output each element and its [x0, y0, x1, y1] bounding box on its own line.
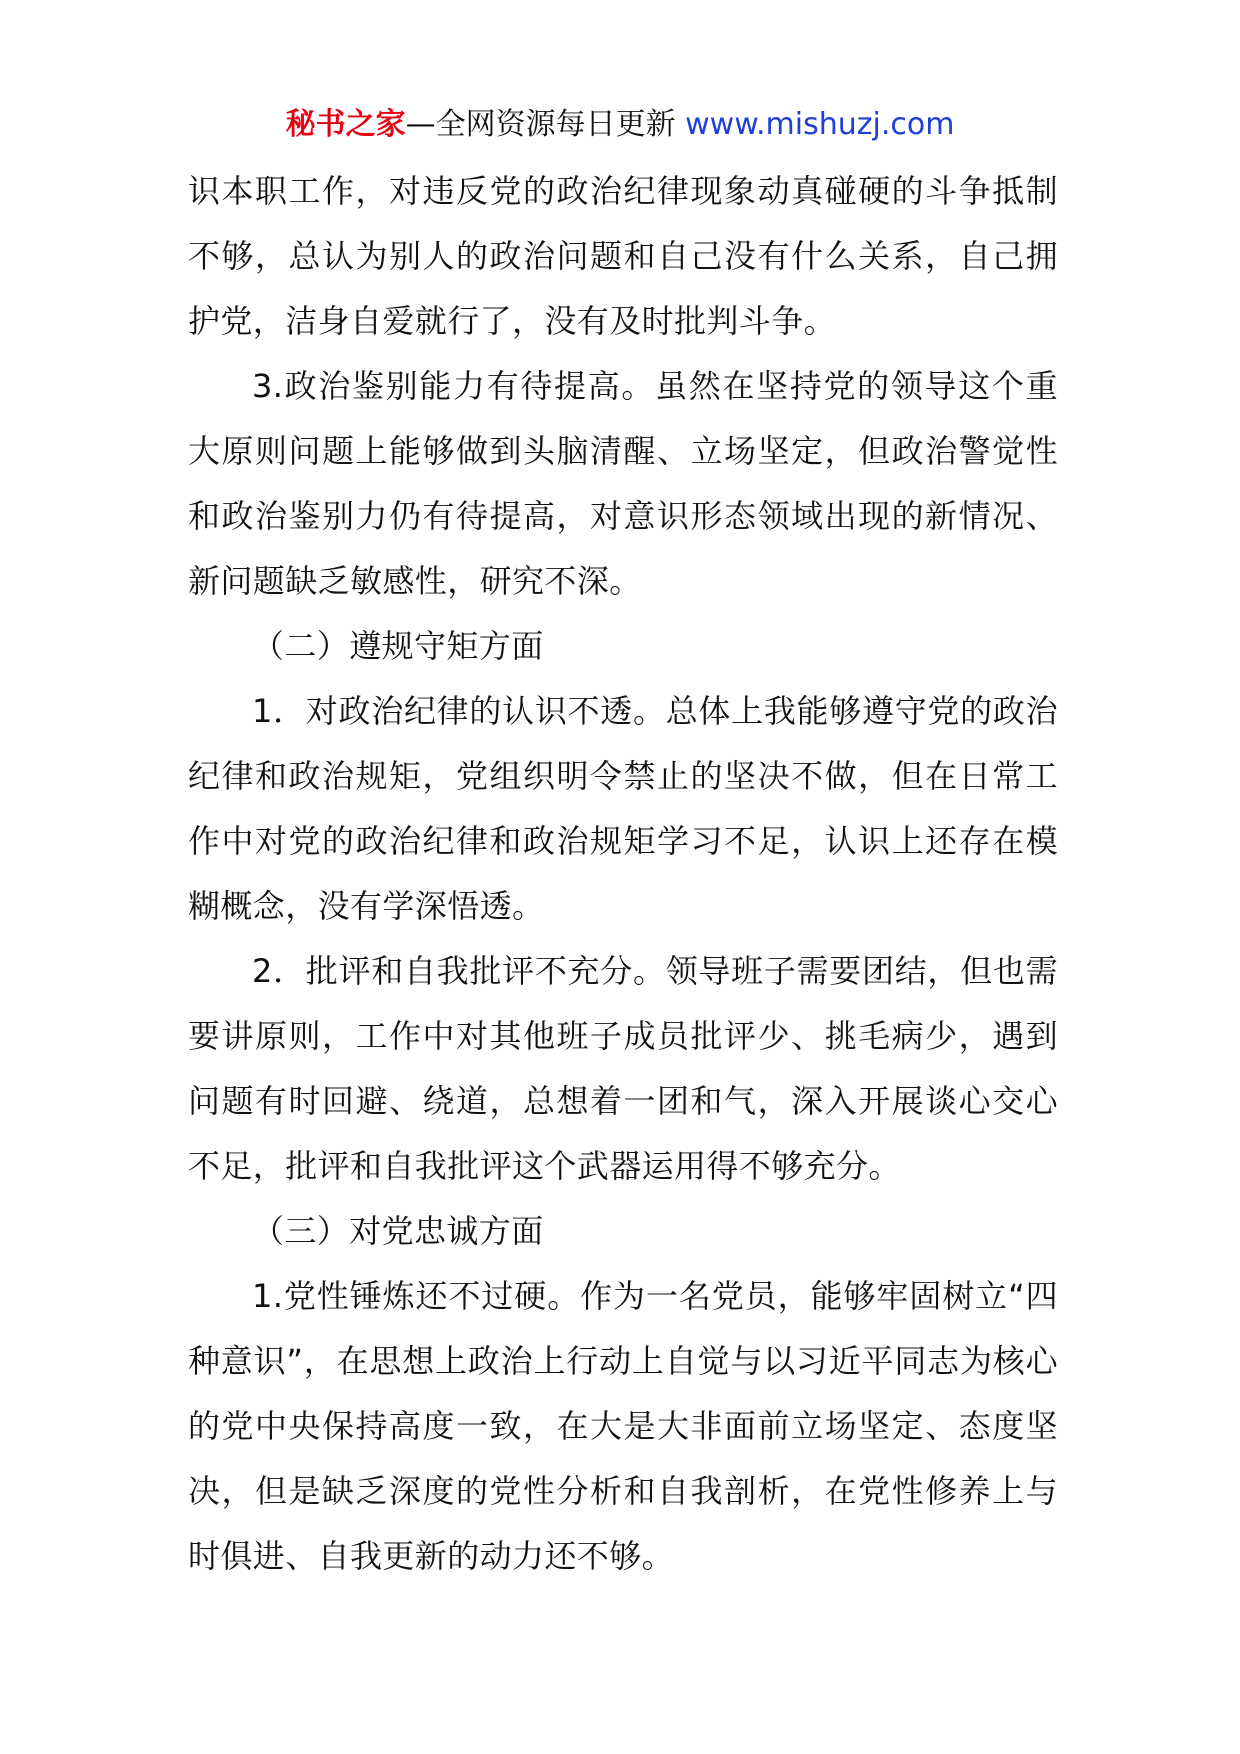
section-heading-3: （三）对党忠诚方面	[252, 1212, 544, 1250]
site-url-link[interactable]: www.mishuzj.com	[685, 107, 955, 142]
header-tagline: —全网资源每日更新	[405, 107, 676, 142]
paragraph-item-3: 3.政治鉴别能力有待提高。虽然在坚持党的领导这个重大原则问题上能够做到头脑清醒、立场坚定，但政治警觉性和政治鉴别力仍有待提高，对意识形态领域出现的新情况、新问题缺乏敏感性，研究不深。	[188, 367, 1058, 600]
brand-name: 秘书之家	[285, 107, 406, 142]
document-body	[188, 159, 1058, 1589]
paragraph-item-1: 1．对政治纪律的认识不透。总体上我能够遵守党的政治纪律和政治规矩，党组织明令禁止的坚决不做，但在日常工作中对党的政治纪律和政治规矩学习不足，认识上还存在模糊概念，没有学深悟透。	[188, 692, 1058, 925]
paragraph-continuation: 识本职工作，对违反党的政治纪律现象动真碰硬的斗争抵制不够，总认为别人的政治问题和自己没有什么关系，自己拥护党，洁身自爱就行了，没有及时批判斗争。	[188, 172, 1058, 340]
paragraph-item-2: 2．批评和自我批评不充分。领导班子需要团结，但也需要讲原则，工作中对其他班子成员批评少、挑毛病少，遇到问题有时回避、绕道，总想着一团和气，深入开展谈心交心不足，批评和自我批评这个武器运用得不够充分。	[188, 952, 1058, 1185]
site-header	[0, 98, 1240, 152]
paragraph-item-1-loyalty: 1.党性锤炼还不过硬。作为一名党员，能够牢固树立“四种意识”，在思想上政治上行动上自觉与以习近平同志为核心的党中央保持高度一致，在大是大非面前立场坚定、态度坚决，但是缺乏深度的党性分析和自我剖析，在党性修养上与时俱进、自我更新的动力还不够。	[188, 1277, 1058, 1575]
section-heading-2: （二）遵规守矩方面	[252, 627, 544, 665]
